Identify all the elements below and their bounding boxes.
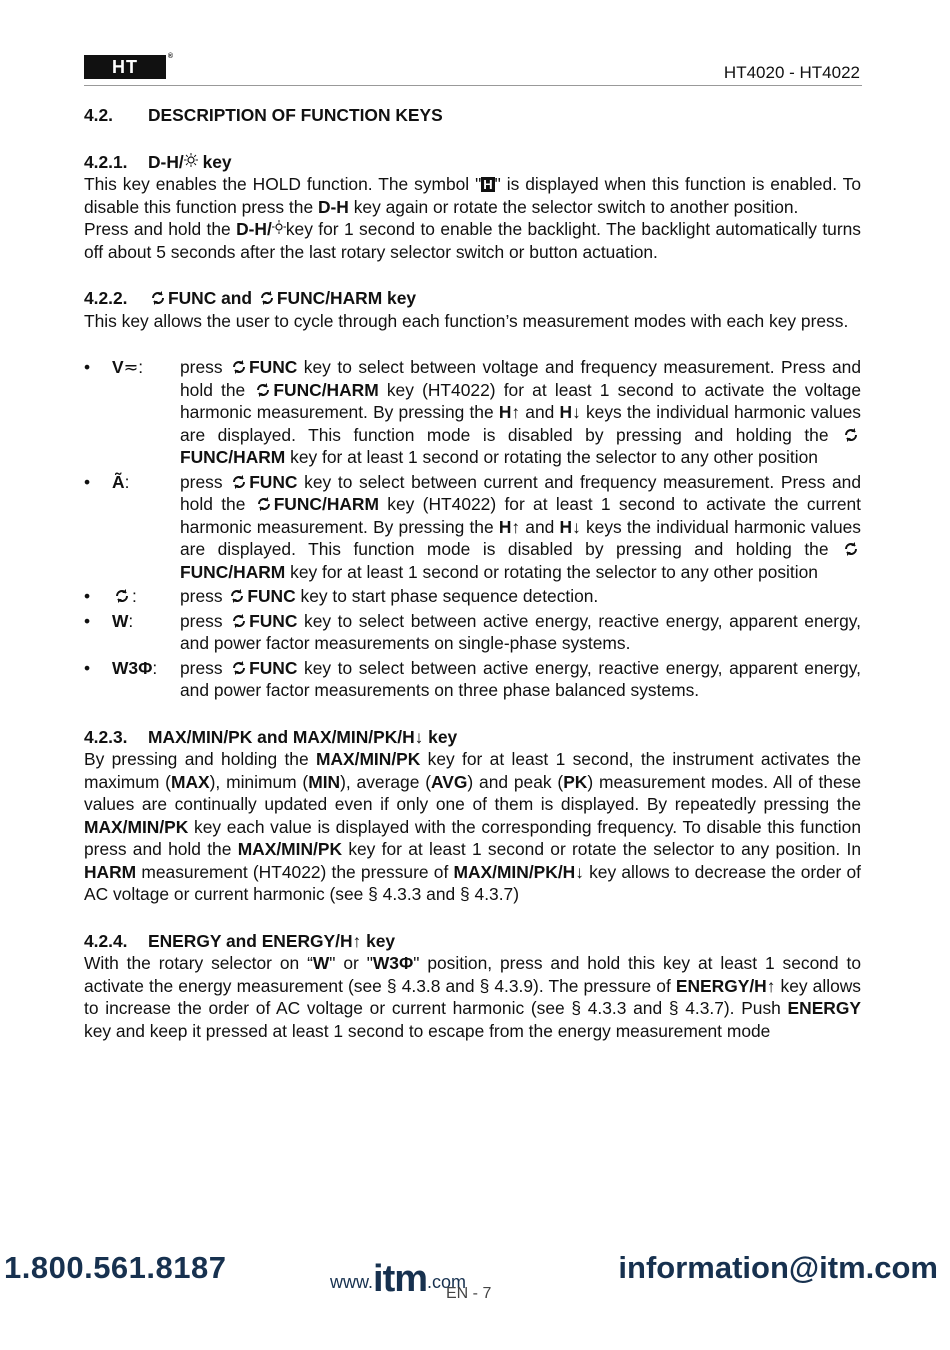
backlight-paragraph: Press and hold the D-H/ key for 1 second to enable the backlight. The backlight automatically turns off about 5 seconds after the last rotary selector switch or button actuation. (84, 219, 861, 262)
cycle-icon (231, 359, 247, 375)
section-4-2-1 (84, 151, 861, 264)
backlight-icon (184, 153, 198, 167)
page-number: EN - 7 (446, 1285, 492, 1302)
header-divider (84, 85, 862, 86)
section-4-2-1-heading: 4.2.1. D-H/ key (84, 151, 232, 172)
phase-sequence-icon (114, 588, 130, 604)
logo-text: HT (112, 56, 138, 77)
list-item: • Ã: press FUNC key to select between current and frequency measurement. Press and hold the FUNC/HARM key (HT4022) for at least 1 second to activate the current harmonic measurement. By pressing the H↑ and H↓ keys the individual harmonic values are displayed. This function mode is disabled by pressing and holding the FUNC/HARM key for at least 1 second or rotating the selector to any other position (84, 471, 861, 582)
list-item: • V≂: press FUNC key to select between voltage and frequency measurement. Press and hold the FUNC/HARM key (HT4022) for at least 1 second to activate the voltage harmonic measurement. By pressing the H↑ and H↓ keys the individual harmonic values are displayed. This function mode is disabled by pressing and holding the FUNC/HARM key for at least 1 second or rotating the selector to any other position (84, 357, 861, 467)
cycle-icon (255, 382, 271, 398)
section-4-2-3-heading: 4.2.3. MAX/MIN/PK and MAX/MIN/PK/H↓ key (84, 726, 458, 747)
itm-logo: itm (373, 1258, 428, 1300)
section-4-2-heading: 4.2. DESCRIPTION OF FUNCTION KEYS (84, 105, 443, 125)
list-item: • W3Φ: press FUNC key to select between active energy, reactive energy, apparent energy, and power factor measurements on three phase balanced systems. (84, 657, 862, 700)
cycle-icon (231, 613, 247, 629)
func-intro: This key allows the user to cycle through each function’s measurement modes with each key press. (84, 310, 849, 331)
page-content (84, 104, 861, 1042)
section-4-2-3 (84, 726, 861, 906)
ht-logo (84, 53, 174, 79)
section-4-2-4-heading: 4.2.4. ENERGY and ENERGY/H↑ key (84, 930, 396, 951)
hold-paragraph: This key enables the HOLD function. The symbol " H " is displayed when this function is enabled. To disable this function press the D-H key again or rotate the selector switch to another position. (84, 174, 861, 217)
section-4-2-4 (84, 930, 861, 1043)
cycle-icon (843, 427, 859, 443)
phone-number[interactable]: 1.800.561.8187 (4, 1250, 227, 1285)
section-4-2-2-heading: 4.2.2. FUNC and FUNC/HARM key (84, 288, 417, 308)
hold-symbol-icon: H (483, 177, 493, 192)
cycle-icon (843, 541, 859, 557)
energy-paragraph: With the rotary selector on “W" or "W3Φ" position, press and hold this key at least 1 second to activate the energy measurement (see § 4.3.8 and § 4.3.9). The pressure of ENERGY/H↑ key allows to increase the order of AC voltage or current harmonic (see § 4.3.3 and § 4.3.7). Push ENERGY key and keep it pressed at least 1 second to escape from the energy measurement mode (84, 953, 861, 1041)
list-item: • W: press FUNC key to select between active energy, reactive energy, apparent energy, and power factor measurements on single-phase systems. (84, 610, 862, 653)
func-bullet-list (84, 356, 861, 702)
website-link[interactable]: www.itm.com (330, 1258, 467, 1300)
cycle-icon (150, 290, 166, 306)
cycle-icon (231, 660, 247, 676)
section-4-2-2 (84, 287, 861, 702)
backlight-icon (272, 220, 286, 234)
doc-title: HT4020 - HT4022 (723, 63, 860, 82)
list-item: • : press FUNC key to start phase sequence detection. (84, 586, 599, 606)
logo-registered-mark: ® (167, 53, 174, 60)
cycle-icon (256, 496, 272, 512)
email-link[interactable]: information@itm.com (618, 1250, 938, 1285)
maxmin-paragraph: By pressing and holding the MAX/MIN/PK key for at least 1 second, the instrument activates the maximum (MAX), minimum (MIN), average (AVG) and peak (PK) measurement modes. All of these values are continually updated even if only one of them is displayed. By repeatedly pressing the MAX/MIN/PK key each value is displayed with the corresponding frequency. To disable this function press and hold the MAX/MIN/PK key for at least 1 second or rotate the selector to any position. In HARM measurement (HT4022) the pressure of MAX/MIN/PK/H↓ key allows to decrease the order of AC voltage or current harmonic (see § 4.3.3 and § 4.3.7) (84, 749, 861, 904)
cycle-icon (231, 474, 247, 490)
cycle-icon (229, 588, 245, 604)
cycle-icon (259, 290, 275, 306)
